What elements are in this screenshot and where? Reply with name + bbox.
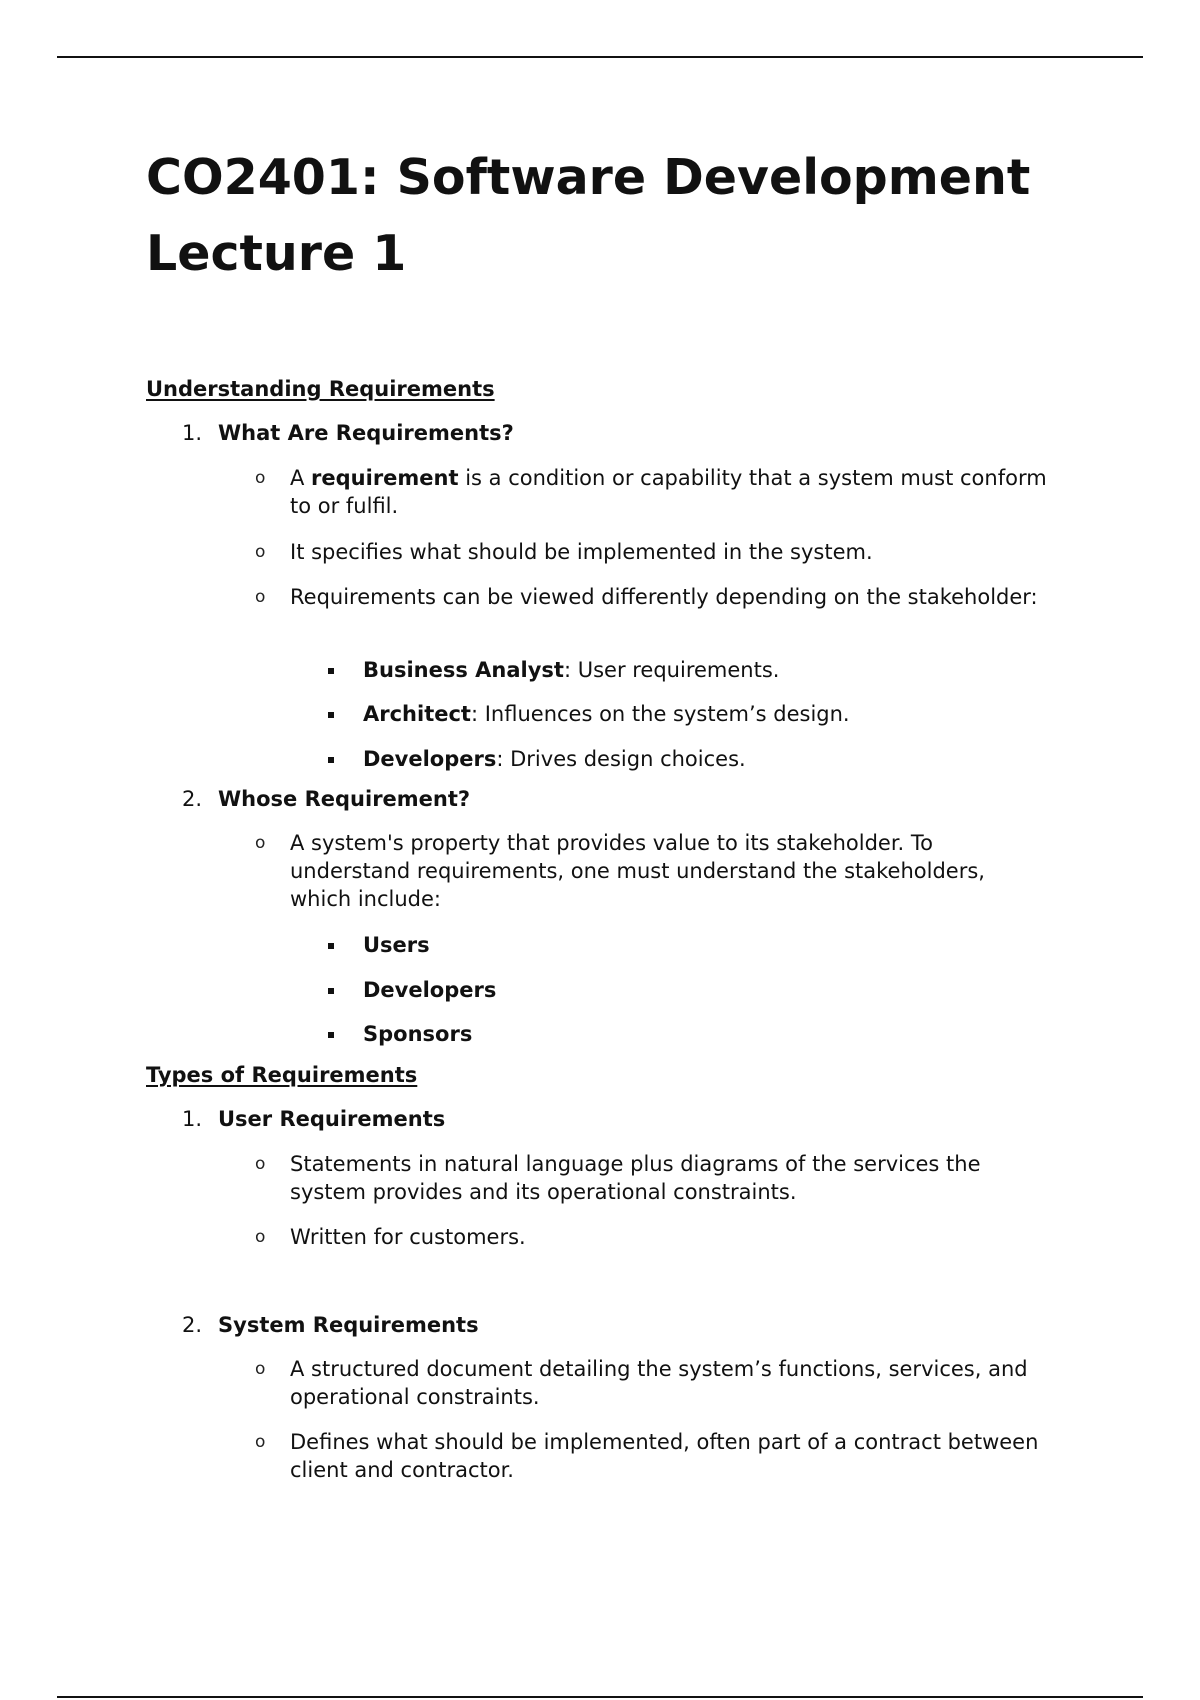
sub-item-text: : User requirements. <box>563 658 780 682</box>
bullet-icon: o <box>255 587 266 607</box>
list-item: Written for customers. <box>290 1225 526 1249</box>
list-number: 2. <box>182 1313 203 1337</box>
bullet-icon: o <box>255 468 266 488</box>
sub-list-item <box>363 745 746 773</box>
document-title <box>146 140 1030 292</box>
bullet-text-pre: A <box>290 466 312 490</box>
bullet-icon: o <box>255 833 266 853</box>
square-bullet-icon <box>328 1032 334 1038</box>
square-bullet-icon <box>328 668 334 674</box>
sub-item-bold: Developers <box>363 747 497 771</box>
square-bullet-icon <box>328 712 334 718</box>
list-item-title: What Are Requirements? <box>218 421 514 445</box>
list-number: 1. <box>182 1107 203 1131</box>
list-item: Defines what should be implemented, often part of a contract between client and contractor. <box>290 1430 1039 1482</box>
list-item: It specifies what should be implemented in the system. <box>290 540 873 564</box>
list-number: 2. <box>182 787 203 811</box>
list-item: A system's property that provides value to its stakeholder. To understand requirements, one must understand the stakeholders, which include: <box>290 831 985 911</box>
list-item: Requirements can be viewed differently depending on the stakeholder: <box>290 585 1038 609</box>
sub-list-item <box>363 700 850 728</box>
bullet-text-post: is a condition or capability that a system must conform to or fulfil. <box>290 466 1047 518</box>
list-item <box>290 464 1050 520</box>
title-line-2: Lecture 1 <box>146 225 407 282</box>
bullet-icon: o <box>255 1227 266 1247</box>
sub-list-item <box>363 931 430 959</box>
bullet-text-bold: requirement <box>311 466 459 490</box>
sub-item-text: : Drives design choices. <box>496 747 746 771</box>
sub-item-bold: Sponsors <box>363 1022 473 1046</box>
list-item: A structured document detailing the system’s functions, services, and operational constraints. <box>290 1357 1028 1409</box>
footer-rule <box>57 1696 1143 1698</box>
bullet-icon: o <box>255 1359 266 1379</box>
title-line-1: CO2401: Software Development <box>146 149 1031 206</box>
sub-item-bold: Architect <box>363 702 471 726</box>
list-item: Statements in natural language plus diagrams of the services the system provides and its operational constraints. <box>290 1152 981 1204</box>
sub-item-bold: Business Analyst <box>363 658 564 682</box>
list-item-title: User Requirements <box>218 1107 446 1131</box>
list-item-title: System Requirements <box>218 1313 479 1337</box>
sub-list-item <box>363 656 779 684</box>
sub-item-text: : Influences on the system’s design. <box>470 702 850 726</box>
bullet-icon: o <box>255 1432 266 1452</box>
square-bullet-icon <box>328 943 334 949</box>
square-bullet-icon <box>328 757 334 763</box>
list-number: 1. <box>182 421 203 445</box>
header-rule <box>57 56 1143 58</box>
square-bullet-icon <box>328 988 334 994</box>
section-heading: Types of Requirements <box>146 1063 418 1087</box>
sub-item-bold: Users <box>363 933 430 957</box>
bullet-icon: o <box>255 1154 266 1174</box>
list-item-title: Whose Requirement? <box>218 787 471 811</box>
section-heading: Understanding Requirements <box>146 377 495 401</box>
sub-list-item <box>363 976 496 1004</box>
sub-list-item <box>363 1020 472 1048</box>
sub-item-bold: Developers <box>363 978 497 1002</box>
bullet-icon: o <box>255 542 266 562</box>
